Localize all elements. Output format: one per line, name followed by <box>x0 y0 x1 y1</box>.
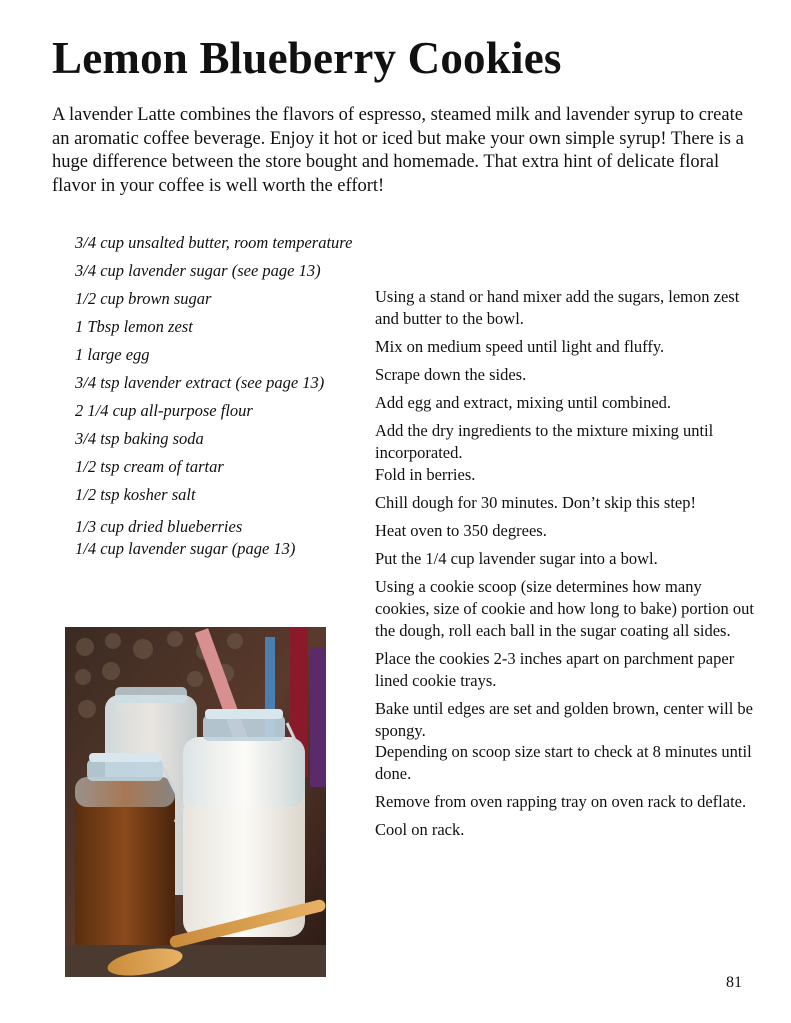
instruction-step: Mix on medium speed until light and fluffy. <box>375 336 665 356</box>
instruction-step: Depending on scoop size start to check at 8 minutes until done. <box>375 742 752 784</box>
instruction-step: Heat oven to 350 degrees. <box>375 520 547 540</box>
ingredient-item: 2 1/4 cup all-purpose flour <box>75 401 253 420</box>
page-number: 81 <box>726 974 742 991</box>
instruction-list <box>375 286 755 847</box>
instruction-step: Chill dough for 30 minutes. Don’t skip this step! <box>375 492 696 512</box>
ingredient-item: 1/2 tsp cream of tartar <box>75 457 224 476</box>
page-title: Lemon Blueberry Cookies <box>52 33 562 83</box>
ingredient-list <box>75 232 365 566</box>
instruction-step: Bake until edges are set and golden brown, center will be spongy. <box>375 698 754 740</box>
instruction-step: Fold in berries. <box>375 464 476 484</box>
ingredient-item: 1/2 cup brown sugar <box>75 289 212 308</box>
ingredient-item: 3/4 cup lavender sugar (see page 13) <box>75 261 321 280</box>
sugar-jars-photo <box>65 627 326 977</box>
instruction-step: Using a stand or hand mixer add the sugars, lemon zest and butter to the bowl. <box>375 287 740 328</box>
intro-paragraph: A lavender Latte combines the flavors of espresso, steamed milk and lavender syrup to create an aromatic coffee beverage. Enjoy it hot or iced but make your own simple syrup! There is a huge difference between the store bought and homemade. That extra hint of delicate floral flavor in your coffee is well worth the effort! <box>52 105 744 196</box>
ingredient-item: 3/4 tsp lavender extract (see page 13) <box>75 373 325 392</box>
ingredient-item: 3/4 cup unsalted butter, room temperature <box>75 233 353 252</box>
instruction-step: Scrape down the sides. <box>375 364 527 384</box>
instruction-step: Cool on rack. <box>375 820 465 840</box>
instruction-step: Put the 1/4 cup lavender sugar into a bowl. <box>375 549 658 569</box>
ingredient-item: 3/4 tsp baking soda <box>75 429 204 448</box>
sugar-jars-illustration <box>65 627 326 977</box>
ingredient-item: 1 Tbsp lemon zest <box>75 317 193 336</box>
ingredient-item: 1/4 cup lavender sugar (page 13) <box>75 539 296 558</box>
instruction-step: Place the cookies 2-3 inches apart on parchment paper lined cookie trays. <box>375 648 735 690</box>
instruction-step: Add the dry ingredients to the mixture mixing until incorporated. <box>375 421 714 462</box>
ingredient-item: 1/2 tsp kosher salt <box>75 485 196 504</box>
ingredient-item: 1 large egg <box>75 345 150 364</box>
instruction-step: Remove from oven rapping tray on oven rack to deflate. <box>375 792 747 812</box>
instruction-step: Using a cookie scoop (size determines how many cookies, size of cookie and how long to bake) portion out the dough, roll each ball in the sugar coating all sides. <box>375 577 754 640</box>
ingredient-item: 1/3 cup dried blueberries <box>75 517 243 536</box>
instruction-step: Add egg and extract, mixing until combined. <box>375 393 672 413</box>
